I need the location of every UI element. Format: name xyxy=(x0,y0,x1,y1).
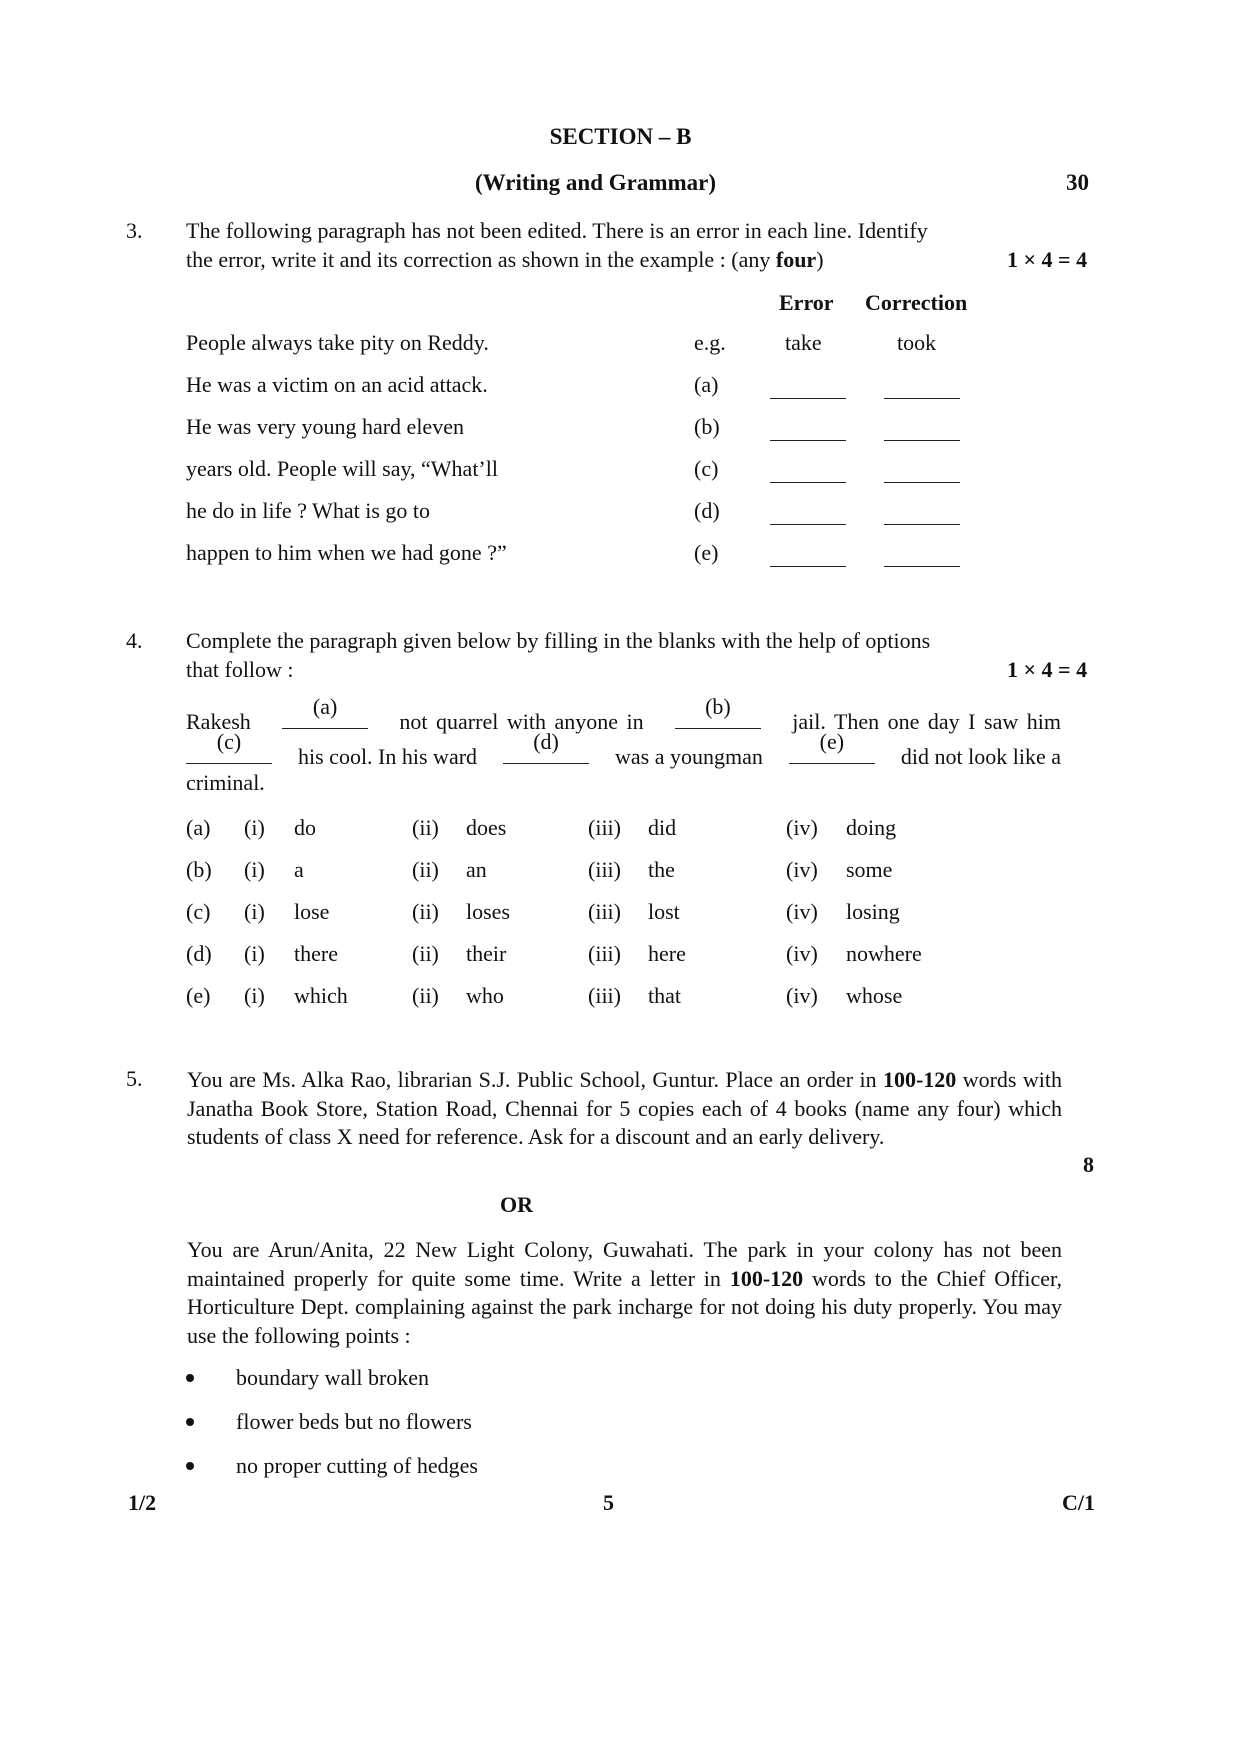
error-blank[interactable] xyxy=(770,524,846,525)
option-choice[interactable]: doing xyxy=(846,815,897,840)
correction-blank[interactable] xyxy=(884,482,960,483)
option-numeral: (i) xyxy=(244,941,265,966)
list-item: flower beds but no flowers xyxy=(186,1409,472,1435)
option-numeral: (iv) xyxy=(786,899,818,924)
option-numeral: (iii) xyxy=(588,899,621,924)
option-label: (a) xyxy=(186,815,211,840)
option-numeral: (iv) xyxy=(786,983,818,1008)
option-numeral: (ii) xyxy=(412,899,439,924)
option-numeral: (iv) xyxy=(786,857,818,882)
q5-prompt-1: You are Ms. Alka Rao, librarian S.J. Public School, Guntur. Place an order in 100-120 words with Janatha Book Store, Station Road, Chennai for 5 copies each of 4 books (name any four) which students of class X need for reference. Ask for a discount and an early delivery. xyxy=(187,1067,1063,1149)
correction-blank[interactable] xyxy=(884,524,960,525)
option-numeral: (iii) xyxy=(588,857,621,882)
blank-a[interactable]: (a) xyxy=(282,706,368,729)
column-header-error: Error xyxy=(779,290,834,315)
error-blank[interactable] xyxy=(770,398,846,399)
bullet-icon xyxy=(186,1374,194,1382)
option-numeral: (ii) xyxy=(412,857,439,882)
row-line-text: he do in life ? What is go to xyxy=(186,498,430,523)
option-choice[interactable]: who xyxy=(466,983,504,1008)
q3-marks: 1 × 4 = 4 xyxy=(1007,247,1088,272)
option-numeral: (i) xyxy=(244,815,265,840)
option-choice[interactable]: lose xyxy=(294,899,330,924)
option-choice[interactable]: here xyxy=(648,941,686,966)
option-numeral: (iv) xyxy=(786,941,818,966)
option-choice[interactable]: a xyxy=(294,857,304,882)
option-numeral: (ii) xyxy=(412,815,439,840)
option-choice[interactable]: an xyxy=(466,857,487,882)
blank-e[interactable]: (e) xyxy=(789,741,875,764)
correction-blank[interactable] xyxy=(884,440,960,441)
option-choice[interactable]: do xyxy=(294,815,316,840)
section-marks: 30 xyxy=(1066,170,1089,195)
error-blank[interactable] xyxy=(770,566,846,567)
option-label: (b) xyxy=(186,857,212,882)
section-title: SECTION – B xyxy=(549,124,692,149)
row-line-text: years old. People will say, “What’ll xyxy=(186,456,498,481)
error-blank[interactable] xyxy=(770,482,846,483)
row-label: (a) xyxy=(694,372,719,397)
bullet-icon xyxy=(186,1418,194,1426)
row-label: (b) xyxy=(694,414,720,439)
bullet-icon xyxy=(186,1462,194,1470)
option-choice[interactable]: which xyxy=(294,983,348,1008)
q4-marks: 1 × 4 = 4 xyxy=(1007,657,1088,682)
q3-instruction-line2: the error, write it and its correction as shown in the example : (any four) xyxy=(186,247,824,272)
option-numeral: (i) xyxy=(244,983,265,1008)
list-item: boundary wall broken xyxy=(186,1365,429,1391)
q5-number: 5. xyxy=(126,1066,143,1091)
footer-left: 1/2 xyxy=(128,1490,157,1515)
row-line-text: happen to him when we had gone ?” xyxy=(186,540,507,565)
option-choice[interactable]: nowhere xyxy=(846,941,922,966)
row-label: (e) xyxy=(694,540,719,565)
row-line-text: He was very young hard eleven xyxy=(186,414,464,439)
option-numeral: (iv) xyxy=(786,815,818,840)
blank-c[interactable]: (c) xyxy=(186,741,272,764)
q4-passage-line3: criminal. xyxy=(186,770,265,795)
correction-blank[interactable] xyxy=(884,566,960,567)
option-numeral: (iii) xyxy=(588,941,621,966)
option-choice[interactable]: losing xyxy=(846,899,900,924)
row-label: (c) xyxy=(694,456,719,481)
option-choice[interactable]: whose xyxy=(846,983,903,1008)
option-choice[interactable]: some xyxy=(846,857,893,882)
option-numeral: (ii) xyxy=(412,983,439,1008)
option-label: (c) xyxy=(186,899,211,924)
row-error: take xyxy=(785,330,822,355)
blank-b[interactable]: (b) xyxy=(675,706,761,729)
list-item: no proper cutting of hedges xyxy=(186,1453,478,1479)
option-numeral: (i) xyxy=(244,899,265,924)
correction-blank[interactable] xyxy=(884,398,960,399)
option-numeral: (iii) xyxy=(588,983,621,1008)
footer-right: C/1 xyxy=(1062,1490,1095,1515)
option-numeral: (ii) xyxy=(412,941,439,966)
option-choice[interactable]: the xyxy=(648,857,675,882)
option-choice[interactable]: there xyxy=(294,941,338,966)
blank-d[interactable]: (d) xyxy=(503,741,589,764)
section-subtitle: (Writing and Grammar) xyxy=(475,170,717,195)
error-blank[interactable] xyxy=(770,440,846,441)
q4-instruction-line2: that follow : xyxy=(186,657,294,682)
q4-instruction-line1: Complete the paragraph given below by filling in the blanks with the help of options xyxy=(186,628,931,653)
row-line-text: People always take pity on Reddy. xyxy=(186,330,489,355)
option-choice[interactable]: that xyxy=(648,983,681,1008)
option-choice[interactable]: does xyxy=(466,815,507,840)
column-header-correction: Correction xyxy=(865,290,968,315)
row-correction: took xyxy=(897,330,937,355)
q3-instruction-line1: The following paragraph has not been edited. There is an error in each line. Identify xyxy=(186,218,928,243)
q5-prompt-2: You are Arun/Anita, 22 New Light Colony, Guwahati. The park in your colony has not been maintained properly for quite some time. Write a letter in 100-120 words to the Chief Officer, Horticulture Dept. complaining against the park incharge for not doing his duty properly. You may use the following points : xyxy=(187,1237,1063,1348)
page-number: 5 xyxy=(603,1490,614,1515)
q4-passage-line1: Rakesh (a) not quarrel with anyone in (b) jail. Then one day I saw him xyxy=(186,694,1061,734)
q5-marks: 8 xyxy=(1083,1152,1094,1177)
option-label: (d) xyxy=(186,941,212,966)
option-numeral: (i) xyxy=(244,857,265,882)
option-choice[interactable]: their xyxy=(466,941,507,966)
row-line-text: He was a victim on an acid attack. xyxy=(186,372,488,397)
option-choice[interactable]: loses xyxy=(466,899,510,924)
q4-number: 4. xyxy=(126,628,143,653)
option-choice[interactable]: did xyxy=(648,815,677,840)
row-label: e.g. xyxy=(694,330,726,355)
or-divider: OR xyxy=(500,1192,533,1217)
option-label: (e) xyxy=(186,983,211,1008)
option-numeral: (iii) xyxy=(588,815,621,840)
row-label: (d) xyxy=(694,498,720,523)
option-choice[interactable]: lost xyxy=(648,899,680,924)
q3-number: 3. xyxy=(126,218,143,243)
q4-passage-line2: (c) his cool. In his ward (d) was a youngman (e) did not look like a xyxy=(186,741,1061,770)
